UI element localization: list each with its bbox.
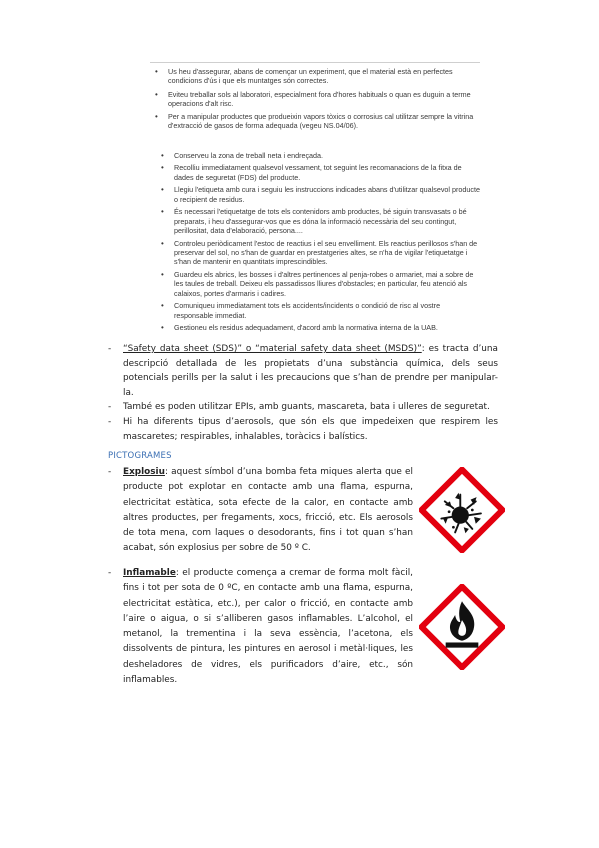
flammable-section [108,566,413,688]
safety-rules-list-1 [150,67,480,131]
list-item: • Controleu periòdicament l'estoc de reactius i el seu envelliment. Els reactius perillosos s'han de preservar del sol, no s'han de guardar en prestatgeries altes, se n'ha de vigilar l'etiquetatge i s'han de mantenir en quantitats imprescindibles. [156,239,480,267]
flammable-item [108,566,413,688]
list-item: • És necessari l'etiquetatge de tots els contenidors amb productes, bé siguin transvasats o bé preparats, i heu d'assegurar-vos que es dóna la informació necessària del seu contingut, perillositat, data d'elaboració, persona.... [156,207,480,235]
list-item: • Llegiu l'etiqueta amb cura i seguiu les instruccions indicades abans d'utilitzar qualsevol producte o recipient de residus. [156,185,480,204]
dash-marker: - [108,416,112,427]
flammable-pictogram-icon [419,584,505,670]
sds-description: : es tracta d’una descripció detallada de les propietats d’una substància química, dels seus potencials perills per la salut i les precaucions que s’han de prendre per manipular-la. [123,344,498,398]
dash-marker: - [108,467,112,477]
explosive-description: : aquest símbol d’una bomba feta miques alerta que el producte pot explotar en contacte amb una flama, espurna, electricitat estàtica, sota efecte de la calor, en contacte amb altres productes, per fregaments, xocs, fricció, etc. Els aerosols de tota mena, com laques o desodorants, fins i tot quan s’han acabat, són explosius per sobre de 50 º C. [123,467,413,554]
list-item: • Gestioneu els residus adequadament, d'acord amb la normativa interna de la UAB. [156,323,480,332]
flammable-term: Inflamable [123,568,176,578]
explosive-section [108,465,413,557]
dash-marker: - [108,344,112,354]
note-aerosols [108,415,498,444]
list-item: • Per a manipular productes que produeixin vapors tòxics o corrosius cal utilitzar sempre la vitrina d'extracció de gasos de forma adequada (vegeu NS.04/06). [150,112,480,131]
list-item: • Conserveu la zona de treball neta i endreçada. [156,151,480,160]
scan-top-rule [150,62,480,63]
sds-term: “Safety data sheet (SDS)” o “material safety data sheet (MSDS)” [123,344,422,354]
dash-marker: - [108,402,112,413]
explosive-item [108,465,413,557]
list-item: • Comuniqueu immediatament tots els accidents/incidents o condició de risc al vostre responsable immediat. [156,301,480,320]
pictogrames-heading: PICTOGRAMES [108,451,172,461]
aerosols-text: Hi ha diferents tipus d’aerosols, que són els que impedeixen que respirem les mascaretes; respirables, inhalables, toràcics i balístics. [123,416,498,442]
note-epis [108,400,498,415]
explosive-term: Explosiu [123,467,165,477]
safety-rules-list-2 [150,151,480,333]
flammable-description: : el producte comença a cremar de forma molt fàcil, fins i tot per sota de 0 ºC, en contacte amb una flama, espurna, electricitat estàtica, etc.), per calor o fricció, en contacte amb l’aire o aigua, o si s’alliberen gasos inflamables. L’alcohol, el metanol, la trementina i la seva essència, l’acetona, els dissolvents de pintura, les pintures en aerosol i metàl·liques, les desheladores de vidres, els purificadors d’aire, etc., són inflamables. [123,568,413,686]
dash-marker: - [108,568,112,578]
list-item: • Recolliu immediatament qualsevol vessament, tot seguint les recomanacions de la fitxa de dades de seguretat (FDS) del producte. [156,163,480,182]
notes-list [108,342,498,444]
list-item: • Guardeu els abrics, les bosses i d'altres pertinences al penja-robes o armariet, mai a sobre de les taules de treball. Deixeu els passadissos lliures d'obstacles; en particular, feu atenció als calaixos, portes d'armaris i cadires. [156,270,480,298]
note-sds [108,342,498,400]
list-item: • Us heu d'assegurar, abans de començar un experiment, que el material està en perfectes condicions d'ús i que els muntatges són correctes. [150,67,480,86]
scanned-safety-rules [150,62,480,336]
list-item: • Eviteu treballar sols al laboratori, especialment fora d'hores habituals o quan es duguin a terme operacions d'alt risc. [150,90,480,109]
explosive-pictogram-icon [419,467,505,553]
epis-text: També es poden utilitzar EPIs, amb guants, mascareta, bata i ulleres de seguretat. [123,402,490,413]
